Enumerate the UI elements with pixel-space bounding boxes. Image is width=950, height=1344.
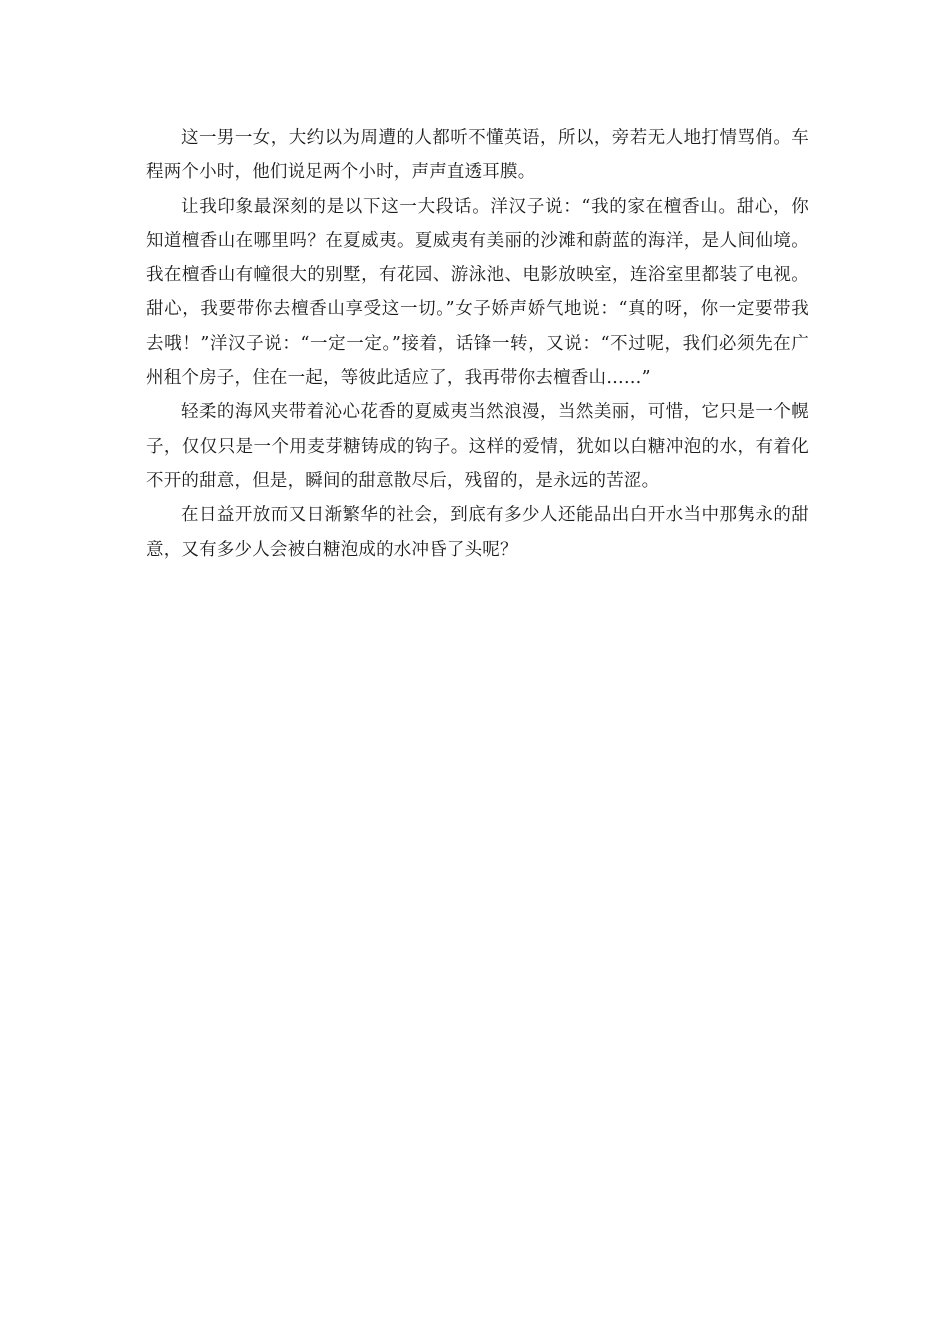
paragraph-1: 这一男一女，大约以为周遭的人都听不懂英语，所以，旁若无人地打情骂俏。车程两个小时，他们说足两个小时，声声直透耳膜。 <box>146 128 809 183</box>
paragraph-2: 让我印象最深刻的是以下这一大段话。洋汉子说：“我的家在檀香山。甜心，你知道檀香山在哪里吗？在夏威夷。夏威夷有美丽的沙滩和蔚蓝的海洋，是人间仙境。我在檀香山有幢很大的别墅，有花园、游泳池、电影放映室，连浴室里都装了电视。甜心，我要带你去檀香山享受这一切。”女子娇声娇气地说：“真的呀，你一定要带我去哦！”洋汉子说：“一定一定。”接着，话锋一转，又说：“不过呢，我们必须先在广州租个房子，住在一起，等彼此适应了，我再带你去檀香山……” <box>146 196 809 389</box>
article-body <box>146 121 809 567</box>
paragraph-3: 轻柔的海风夹带着沁心花香的夏威夷当然浪漫，当然美丽，可惜，它只是一个幌子，仅仅只是一个用麦芽糖铸成的钩子。这样的爱情，犹如以白糖冲泡的水，有着化不开的甜意，但是，瞬间的甜意散尽后，残留的，是永远的苦涩。 <box>146 402 809 491</box>
paragraph-4: 在日益开放而又日渐繁华的社会，到底有多少人还能品出白开水当中那隽永的甜意，又有多少人会被白糖泡成的水冲昏了头呢？ <box>146 505 809 560</box>
